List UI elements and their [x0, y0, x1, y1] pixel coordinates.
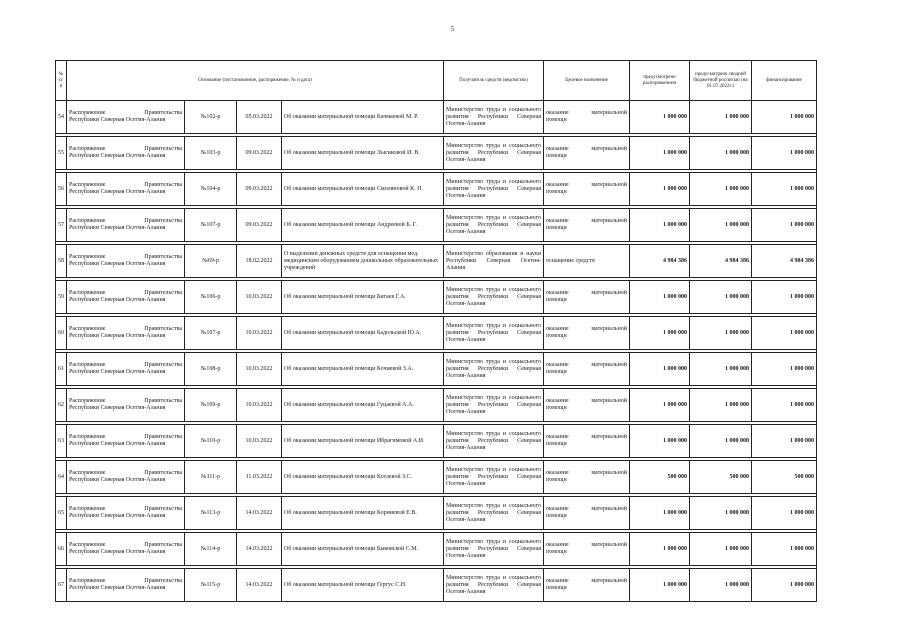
- document-date: 05.03.2022: [237, 101, 282, 134]
- amount-ceilings: 1 000 000: [690, 569, 752, 602]
- amount-ceilings: 1 000 000: [690, 317, 752, 350]
- amount-financed: 4 984 386: [752, 245, 817, 278]
- recipient: Министерство труда и социального развития Республики Северная Осетия-Алания: [444, 497, 544, 530]
- purpose-word-1: оснащение средств: [546, 257, 595, 264]
- authority-cell: [67, 101, 185, 134]
- header-purpose: Целевое назначение: [544, 61, 630, 101]
- row-number: 60: [56, 317, 67, 350]
- document-date: 09.03.2022: [237, 173, 282, 206]
- authority-region: Республики Северная Осетия-Алания: [69, 477, 166, 483]
- document-description: Об оказании материальной помощи Бадольской Ю.А.: [282, 317, 444, 350]
- document-date: 09.03.2022: [237, 137, 282, 170]
- header-financed: финансирование: [752, 61, 817, 101]
- amount-allocated: 4 984 386: [630, 245, 690, 278]
- purpose-word-2: материальной: [591, 146, 627, 152]
- recipient: Министерство труда и социального развития Республики Северная Осетия-Алания: [444, 209, 544, 242]
- document-description: Об оказании материальной помощи Лысиковой И. В.: [282, 137, 444, 170]
- authority-body: Правительства: [144, 398, 182, 404]
- authority-type: Распоряжение: [69, 542, 106, 548]
- purpose-word-3: помощи: [546, 513, 567, 519]
- authority-cell: [67, 137, 185, 170]
- amount-allocated: 1 000 000: [630, 173, 690, 206]
- purpose-word-3: помощи: [546, 153, 567, 159]
- purpose-word-1: оказание: [546, 506, 569, 512]
- amount-ceilings: 1 000 000: [690, 425, 752, 458]
- row-number: 54: [56, 101, 67, 134]
- row-number: 66: [56, 533, 67, 566]
- amount-ceilings: 500 000: [690, 461, 752, 494]
- amount-ceilings: 1 000 000: [690, 389, 752, 422]
- document-number: №113-р: [185, 497, 237, 530]
- table-row: [56, 497, 817, 530]
- amount-financed: 1 000 000: [752, 389, 817, 422]
- row-number: 56: [56, 173, 67, 206]
- authority-region: Республики Северная Осетия-Алания: [69, 405, 166, 411]
- authority-region: Республики Северная Осетия-Алания: [69, 585, 166, 591]
- purpose-word-2: материальной: [591, 542, 627, 548]
- amount-financed: 1 000 000: [752, 569, 817, 602]
- recipient: Министерство образования и науки Республики Северная Осетия-Алания: [444, 245, 544, 278]
- authority-region: Республики Северная Осетия-Алания: [69, 117, 166, 123]
- table-row: [56, 101, 817, 134]
- table-row: [56, 425, 817, 458]
- amount-allocated: 1 000 000: [630, 317, 690, 350]
- row-number: 64: [56, 461, 67, 494]
- recipient: Министерство труда и социального развития Республики Северная Осетия-Алания: [444, 425, 544, 458]
- document-date: 10.03.2022: [237, 353, 282, 386]
- purpose-word-1: оказание: [546, 470, 569, 476]
- authority-cell: [67, 173, 185, 206]
- authority-type: Распоряжение: [69, 326, 106, 332]
- document-number: №109-р: [185, 389, 237, 422]
- authority-type: Распоряжение: [69, 110, 106, 116]
- disbursement-table: [55, 60, 817, 602]
- document-number: №108-р: [185, 353, 237, 386]
- authority-region: Республики Северная Осетия-Алания: [69, 513, 166, 519]
- authority-type: Распоряжение: [69, 290, 106, 296]
- authority-cell: [67, 281, 185, 314]
- purpose-cell: [544, 209, 630, 242]
- authority-region: Республики Северная Осетия-Алания: [69, 153, 166, 159]
- purpose-word-3: помощи: [546, 369, 567, 375]
- amount-ceilings: 1 000 000: [690, 497, 752, 530]
- document-number: №103-р: [185, 137, 237, 170]
- authority-body: Правительства: [144, 146, 182, 152]
- purpose-cell: [544, 353, 630, 386]
- recipient: Министерство труда и социального развития Республики Северная Осетия-Алания: [444, 101, 544, 134]
- document-number: №107-р: [185, 317, 237, 350]
- document-number: №106-р: [185, 281, 237, 314]
- purpose-cell: [544, 245, 630, 278]
- document-description: Об оказании материальной помощи Котаевой З.С.: [282, 461, 444, 494]
- authority-region: Республики Северная Осетия-Алания: [69, 441, 166, 447]
- purpose-word-2: материальной: [591, 398, 627, 404]
- purpose-word-2: материальной: [591, 434, 627, 440]
- row-number: 62: [56, 389, 67, 422]
- purpose-word-3: помощи: [546, 405, 567, 411]
- table-row: [56, 533, 817, 566]
- recipient: Министерство труда и социального развития Республики Северная Осетия-Алания: [444, 533, 544, 566]
- document-description: Об оказании материальной помощи Смоляновой К. Н.: [282, 173, 444, 206]
- purpose-cell: [544, 101, 630, 134]
- recipient: Министерство труда и социального развития Республики Северная Осетия-Алания: [444, 137, 544, 170]
- table-row: [56, 389, 817, 422]
- table-row: [56, 209, 817, 242]
- amount-allocated: 1 000 000: [630, 425, 690, 458]
- amount-ceilings: 1 000 000: [690, 281, 752, 314]
- row-number: 65: [56, 497, 67, 530]
- purpose-cell: [544, 173, 630, 206]
- purpose-cell: [544, 425, 630, 458]
- amount-financed: 1 000 000: [752, 101, 817, 134]
- amount-allocated: 1 000 000: [630, 137, 690, 170]
- amount-ceilings: 1 000 000: [690, 533, 752, 566]
- purpose-cell: [544, 317, 630, 350]
- row-number: 55: [56, 137, 67, 170]
- purpose-word-3: помощи: [546, 297, 567, 303]
- purpose-cell: [544, 569, 630, 602]
- purpose-word-1: оказание: [546, 398, 569, 404]
- purpose-word-1: оказание: [546, 182, 569, 188]
- document-date: 14.03.2022: [237, 533, 282, 566]
- row-number: 63: [56, 425, 67, 458]
- authority-body: Правительства: [144, 542, 182, 548]
- recipient: Министерство труда и социального развития Республики Северная Осетия-Алания: [444, 281, 544, 314]
- authority-body: Правительства: [144, 254, 182, 260]
- authority-region: Республики Северная Осетия-Алания: [69, 261, 166, 267]
- table-row: [56, 317, 817, 350]
- authority-type: Распоряжение: [69, 578, 106, 584]
- recipient: Министерство труда и социального развития Республики Северная Осетия-Алания: [444, 389, 544, 422]
- recipient: Министерство труда и социального развития Республики Северная Осетия-Алания: [444, 461, 544, 494]
- document-number: №110-р: [185, 425, 237, 458]
- document-description: Об оказании материальной помощи Ибрагимовой А.И.: [282, 425, 444, 458]
- amount-allocated: 1 000 000: [630, 281, 690, 314]
- authority-type: Распоряжение: [69, 146, 106, 152]
- authority-cell: [67, 461, 185, 494]
- table-row: [56, 137, 817, 170]
- document-date: 09.03.2022: [237, 209, 282, 242]
- amount-financed: 500 000: [752, 461, 817, 494]
- purpose-word-2: материальной: [591, 326, 627, 332]
- table-row: [56, 281, 817, 314]
- header-allocated: предусмотрено распоряжением: [630, 61, 690, 101]
- amount-ceilings: 1 000 000: [690, 137, 752, 170]
- table-row: [56, 245, 817, 278]
- table-header-row: [56, 61, 817, 101]
- recipient: Министерство труда и социального развития Республики Северная Осетия-Алания: [444, 569, 544, 602]
- purpose-cell: [544, 497, 630, 530]
- document-date: 10.03.2022: [237, 317, 282, 350]
- document-number: №115-р: [185, 569, 237, 602]
- amount-ceilings: 1 000 000: [690, 209, 752, 242]
- authority-type: Распоряжение: [69, 362, 106, 368]
- document-date: 10.03.2022: [237, 425, 282, 458]
- document-description: Об оказании материальной помощи Гергус С.Н.: [282, 569, 444, 602]
- authority-cell: [67, 389, 185, 422]
- purpose-word-1: оказание: [546, 110, 569, 116]
- purpose-cell: [544, 137, 630, 170]
- authority-type: Распоряжение: [69, 182, 106, 188]
- authority-body: Правительства: [144, 434, 182, 440]
- authority-region: Республики Северная Осетия-Алания: [69, 369, 166, 375]
- document-number: №69-р: [185, 245, 237, 278]
- purpose-word-3: помощи: [546, 477, 567, 483]
- document-number: №111-р: [185, 461, 237, 494]
- document-description: О выделении денежных средств для оснащения мед. медицинским оборудованием дошкольных образовательных учреждений: [282, 245, 444, 278]
- amount-allocated: 1 000 000: [630, 353, 690, 386]
- document-description: Об оказании материальной помощи Гуцаевой А.А.: [282, 389, 444, 422]
- document-description: Об оказании материальной помощи Качмаевой М. Р.: [282, 101, 444, 134]
- authority-region: Республики Северная Осетия-Алания: [69, 297, 166, 303]
- row-number: 58: [56, 245, 67, 278]
- authority-region: Республики Северная Осетия-Алания: [69, 189, 166, 195]
- purpose-word-2: материальной: [591, 182, 627, 188]
- document-date: 10.03.2022: [237, 389, 282, 422]
- authority-body: Правительства: [144, 470, 182, 476]
- authority-type: Распоряжение: [69, 254, 106, 260]
- authority-body: Правительства: [144, 182, 182, 188]
- amount-ceilings: 1 000 000: [690, 101, 752, 134]
- purpose-word-2: материальной: [591, 506, 627, 512]
- purpose-word-1: оказание: [546, 578, 569, 584]
- authority-cell: [67, 317, 185, 350]
- amount-allocated: 1 000 000: [630, 497, 690, 530]
- row-number: 61: [56, 353, 67, 386]
- purpose-word-3: помощи: [546, 117, 567, 123]
- purpose-word-2: материальной: [591, 362, 627, 368]
- authority-cell: [67, 533, 185, 566]
- authority-type: Распоряжение: [69, 470, 106, 476]
- amount-allocated: 1 000 000: [630, 101, 690, 134]
- purpose-word-3: помощи: [546, 585, 567, 591]
- purpose-word-1: оказание: [546, 542, 569, 548]
- purpose-cell: [544, 461, 630, 494]
- recipient: Министерство труда и социального развития Республики Северная Осетия-Алания: [444, 173, 544, 206]
- amount-allocated: 1 000 000: [630, 533, 690, 566]
- purpose-cell: [544, 533, 630, 566]
- header-recipient: Получатель средств (ведомство): [444, 61, 544, 101]
- row-number: 67: [56, 569, 67, 602]
- purpose-word-3: помощи: [546, 189, 567, 195]
- document-date: 14.03.2022: [237, 569, 282, 602]
- authority-cell: [67, 497, 185, 530]
- purpose-word-3: помощи: [546, 441, 567, 447]
- amount-allocated: 1 000 000: [630, 389, 690, 422]
- document-description: Об оказании материальной помощи Андреевой Б. Г.: [282, 209, 444, 242]
- purpose-word-1: оказание: [546, 218, 569, 224]
- amount-financed: 1 000 000: [752, 137, 817, 170]
- document-date: 14.03.2022: [237, 497, 282, 530]
- amount-financed: 1 000 000: [752, 209, 817, 242]
- recipient: Министерство труда и социального развития Республики Северная Осетия-Алания: [444, 317, 544, 350]
- authority-region: Республики Северная Осетия-Алания: [69, 549, 166, 555]
- authority-region: Республики Северная Осетия-Алания: [69, 225, 166, 231]
- document-date: 18.02.2022: [237, 245, 282, 278]
- amount-allocated: 1 000 000: [630, 569, 690, 602]
- document-number: №114-р: [185, 533, 237, 566]
- authority-cell: [67, 425, 185, 458]
- amount-financed: 1 000 000: [752, 425, 817, 458]
- authority-type: Распоряжение: [69, 506, 106, 512]
- purpose-word-3: помощи: [546, 549, 567, 555]
- amount-financed: 1 000 000: [752, 533, 817, 566]
- purpose-word-1: оказание: [546, 290, 569, 296]
- amount-financed: 1 000 000: [752, 497, 817, 530]
- authority-body: Правительства: [144, 290, 182, 296]
- authority-type: Распоряжение: [69, 398, 106, 404]
- purpose-word-1: оказание: [546, 434, 569, 440]
- purpose-word-2: материальной: [591, 110, 627, 116]
- authority-body: Правительства: [144, 578, 182, 584]
- table-row: [56, 353, 817, 386]
- authority-body: Правительства: [144, 326, 182, 332]
- authority-type: Распоряжение: [69, 434, 106, 440]
- row-number: 57: [56, 209, 67, 242]
- authority-cell: [67, 245, 185, 278]
- page-number: 5: [450, 25, 455, 33]
- recipient: Министерство труда и социального развития Республики Северная Осетия-Алания: [444, 353, 544, 386]
- authority-type: Распоряжение: [69, 218, 106, 224]
- authority-cell: [67, 569, 185, 602]
- purpose-word-1: оказание: [546, 146, 569, 152]
- purpose-cell: [544, 281, 630, 314]
- document-description: Об оказании материальной помощи Бигаев Г.А.: [282, 281, 444, 314]
- document-description: Об оказании материальной помощи Кочиевой З.А.: [282, 353, 444, 386]
- purpose-cell: [544, 389, 630, 422]
- document-description: Об оказании материальной помощи Корниевой Е.В.: [282, 497, 444, 530]
- document-date: 11.03.2022: [237, 461, 282, 494]
- row-number: 59: [56, 281, 67, 314]
- header-no: № п/п: [56, 61, 67, 101]
- amount-ceilings: 4 984 386: [690, 245, 752, 278]
- authority-body: Правительства: [144, 218, 182, 224]
- document-description: Об оказании материальной помощи Быковской С.М.: [282, 533, 444, 566]
- header-ceilings: предусмотрено сводной бюджетной росписью (на 01.07.2022г.): [690, 61, 752, 101]
- purpose-word-1: оказание: [546, 326, 569, 332]
- authority-cell: [67, 209, 185, 242]
- amount-allocated: 1 000 000: [630, 209, 690, 242]
- authority-region: Республики Северная Осетия-Алания: [69, 333, 166, 339]
- authority-body: Правительства: [144, 506, 182, 512]
- amount-ceilings: 1 000 000: [690, 353, 752, 386]
- authority-body: Правительства: [144, 110, 182, 116]
- purpose-word-2: материальной: [591, 218, 627, 224]
- amount-ceilings: 1 000 000: [690, 173, 752, 206]
- document-number: №104-р: [185, 173, 237, 206]
- amount-financed: 1 000 000: [752, 281, 817, 314]
- amount-financed: 1 000 000: [752, 317, 817, 350]
- amount-financed: 1 000 000: [752, 173, 817, 206]
- document-number: №102-р: [185, 101, 237, 134]
- purpose-word-1: оказание: [546, 362, 569, 368]
- table-row: [56, 173, 817, 206]
- amount-allocated: 500 000: [630, 461, 690, 494]
- purpose-word-3: помощи: [546, 333, 567, 339]
- header-basis: Основание (постановление, распоряжение, № и дата): [67, 61, 444, 101]
- amount-financed: 1 000 000: [752, 353, 817, 386]
- authority-cell: [67, 353, 185, 386]
- table-row: [56, 461, 817, 494]
- purpose-word-2: материальной: [591, 470, 627, 476]
- purpose-word-2: материальной: [591, 578, 627, 584]
- table-row: [56, 569, 817, 602]
- authority-body: Правительства: [144, 362, 182, 368]
- document-number: №107-р: [185, 209, 237, 242]
- document-date: 10.03.2022: [237, 281, 282, 314]
- purpose-word-3: помощи: [546, 225, 567, 231]
- purpose-word-2: материальной: [591, 290, 627, 296]
